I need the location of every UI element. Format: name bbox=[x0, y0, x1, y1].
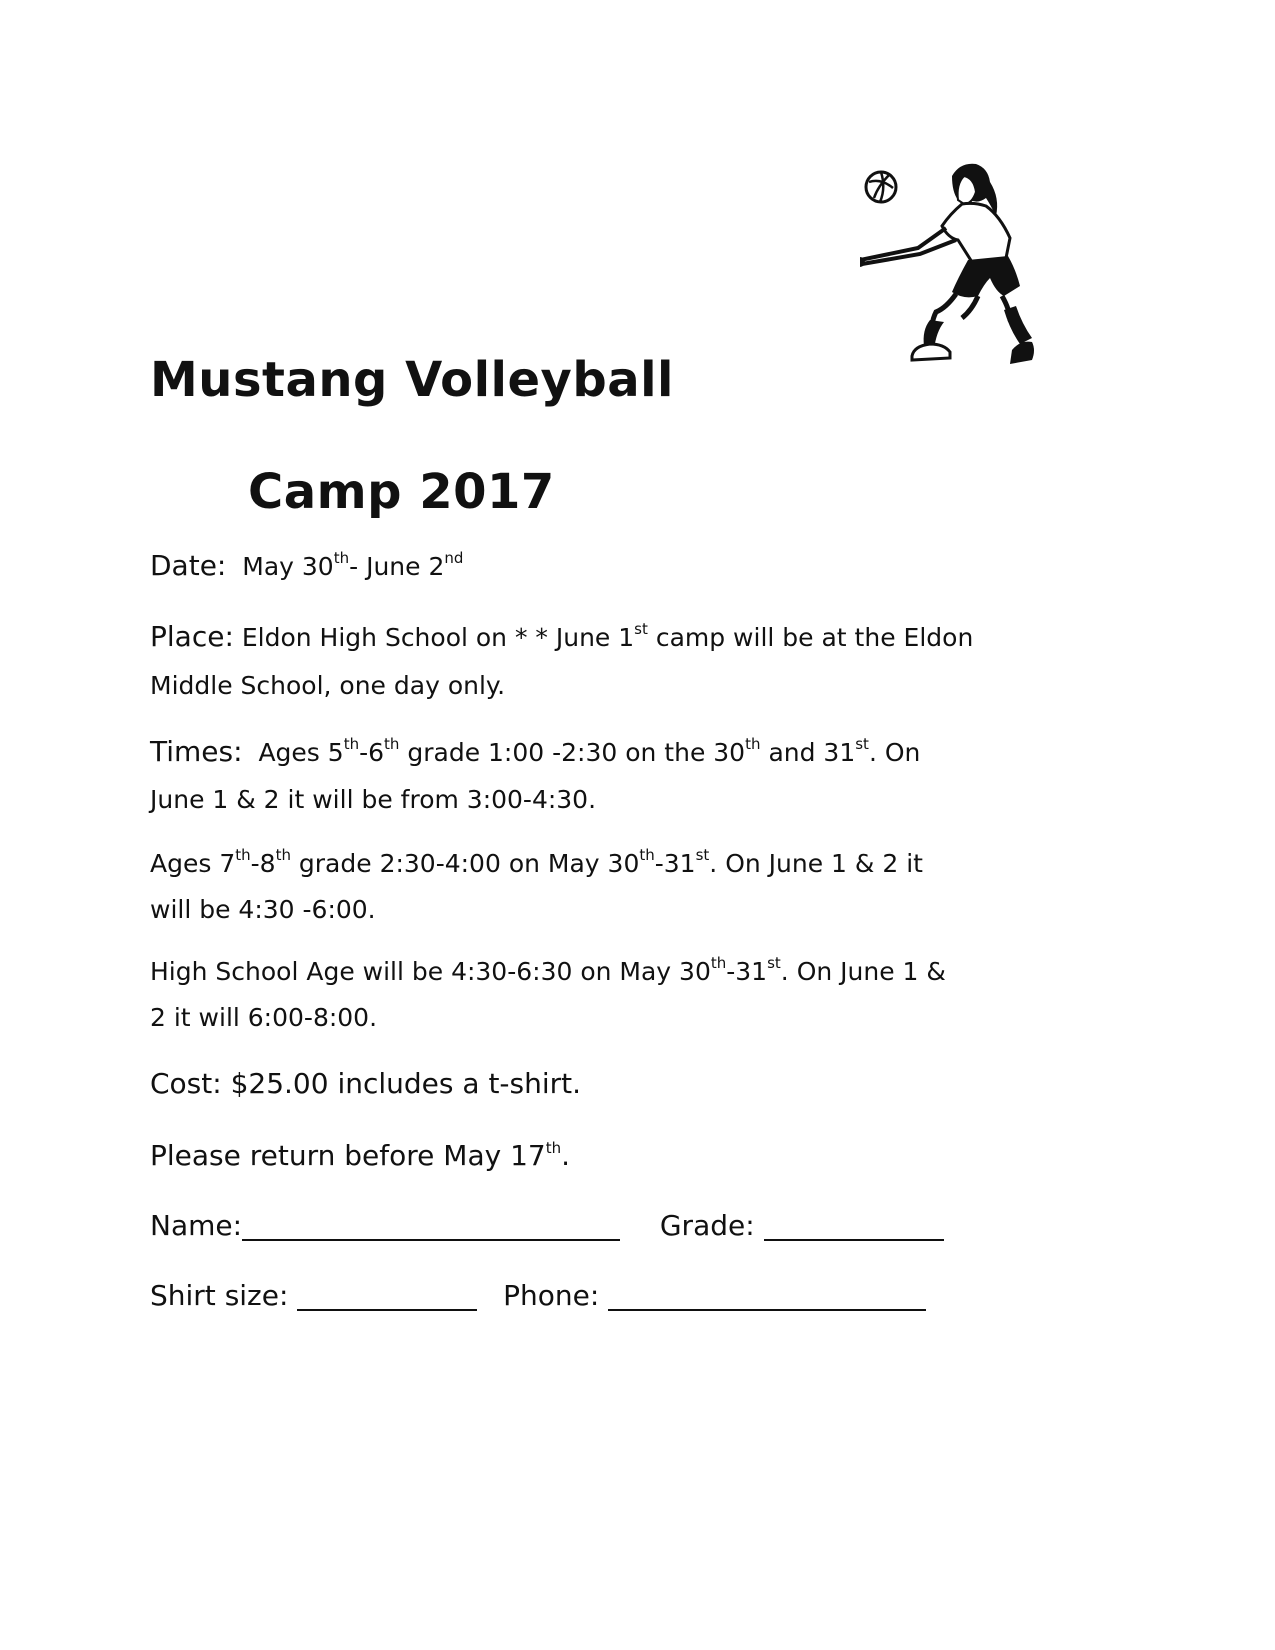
place-text-a: Eldon High School on * * June 1 bbox=[241, 623, 635, 652]
form-row-2 bbox=[150, 1272, 926, 1319]
sup: th bbox=[639, 846, 655, 864]
shirt-size-field[interactable] bbox=[297, 1279, 477, 1311]
phone-field[interactable] bbox=[608, 1279, 926, 1311]
name-label: Name: bbox=[150, 1209, 243, 1242]
grade-field[interactable] bbox=[764, 1209, 944, 1241]
highschool-c: . On June 1 & bbox=[780, 957, 946, 986]
times-line-2: June 1 & 2 it will be from 3:00-4:30. bbox=[150, 785, 597, 814]
sup: th bbox=[275, 846, 291, 864]
date-end-sup: nd bbox=[444, 549, 464, 567]
volleyball-icon bbox=[866, 172, 896, 202]
sup: th bbox=[710, 954, 727, 972]
highschool-b: -31 bbox=[726, 957, 768, 986]
form-row-1 bbox=[150, 1202, 944, 1249]
ages78-b: -8 bbox=[250, 849, 276, 878]
sup: th bbox=[384, 735, 400, 753]
ages78-e: . On June 1 & 2 it bbox=[709, 849, 923, 878]
sup: st bbox=[767, 954, 781, 972]
place-line-2: Middle School, one day only. bbox=[150, 671, 506, 700]
title-line-1: Mustang Volleyball bbox=[150, 352, 674, 408]
highschool-line-2: 2 it will 6:00-8:00. bbox=[150, 1003, 378, 1032]
sup: st bbox=[855, 735, 869, 753]
date-mid: - June 2 bbox=[349, 552, 445, 581]
highschool-a: High School Age will be 4:30-6:30 on May 30 bbox=[150, 957, 711, 986]
place-sup: st bbox=[634, 620, 648, 638]
volleyball-player-icon bbox=[860, 160, 1080, 380]
date-start-sup: th bbox=[333, 549, 350, 567]
sup: st bbox=[695, 846, 710, 864]
return-end: . bbox=[561, 1139, 571, 1172]
times-l1-b: -6 bbox=[359, 738, 385, 767]
sup: th bbox=[343, 735, 360, 753]
cost-line: Cost: $25.00 includes a t-shirt. bbox=[150, 1067, 582, 1100]
sup: th bbox=[745, 735, 761, 753]
ages78-d: -31 bbox=[654, 849, 696, 878]
times-line-1 bbox=[150, 728, 920, 776]
grade-label: Grade: bbox=[659, 1209, 755, 1242]
phone-label: Phone: bbox=[503, 1279, 600, 1312]
ages78-line-1 bbox=[150, 840, 923, 887]
date-line bbox=[150, 542, 463, 590]
date-start: May 30 bbox=[242, 552, 334, 581]
return-line bbox=[150, 1132, 570, 1179]
name-field[interactable] bbox=[242, 1209, 620, 1241]
shirt-size-label: Shirt size: bbox=[150, 1279, 289, 1312]
ages78-line-2: will be 4:30 -6:00. bbox=[150, 895, 376, 924]
sup: th bbox=[235, 846, 251, 864]
times-label: Times: bbox=[150, 735, 243, 768]
sup: th bbox=[545, 1139, 562, 1157]
place-text-b: camp will be at the Eldon bbox=[655, 623, 974, 652]
date-label: Date: bbox=[150, 549, 227, 582]
highschool-line-1 bbox=[150, 948, 946, 995]
ages78-c: grade 2:30-4:00 on May 30 bbox=[298, 849, 640, 878]
times-l1-a: Ages 5 bbox=[258, 738, 344, 767]
return-text: Please return before May 17 bbox=[150, 1139, 546, 1172]
place-label: Place: bbox=[150, 620, 234, 653]
times-l1-d: and 31 bbox=[768, 738, 856, 767]
times-l1-c: grade 1:00 -2:30 on the 30 bbox=[407, 738, 746, 767]
times-l1-e: . On bbox=[868, 738, 921, 767]
ages78-a: Ages 7 bbox=[150, 849, 236, 878]
place-line-1 bbox=[150, 613, 973, 661]
title-line-2: Camp 2017 bbox=[248, 464, 555, 520]
